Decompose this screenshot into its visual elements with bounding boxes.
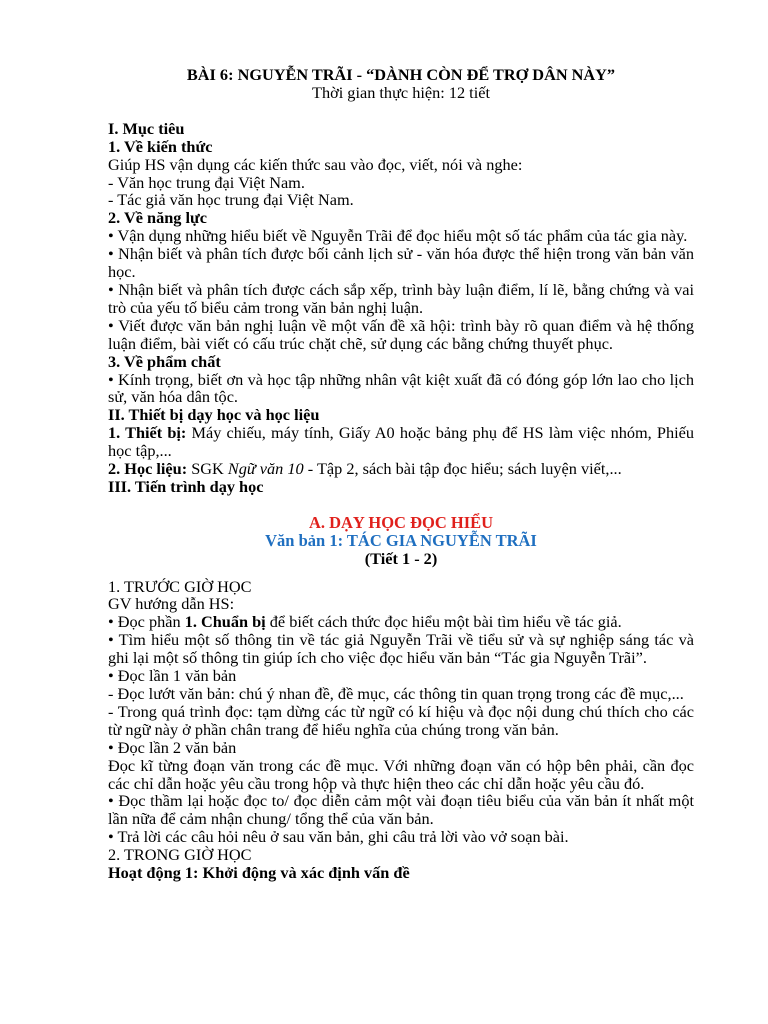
kien-thuc-intro: Giúp HS vận dụng các kiến thức sau vào đọc, viết, nói và nghe: bbox=[108, 154, 523, 174]
doc-phan-bold: 1. Chuẩn bị bbox=[184, 612, 266, 632]
section-a-heading: A. DẠY HỌC ĐỌC HIỂU bbox=[308, 512, 494, 532]
truoc-gio-item: • Đọc lần 2 văn bản bbox=[108, 737, 237, 757]
truoc-gio-item: • Tìm hiểu một số thông tin về tác giả Nguyễn Trãi về tiểu sử và sự nghiệp sáng tác và ghi lại một số thông tin giúp ích cho việc đọc hiểu văn bản “Tác gia Nguyễn Trãi”. bbox=[108, 630, 694, 668]
doc-phan-line bbox=[108, 613, 694, 631]
document-page bbox=[108, 66, 694, 882]
hoc-lieu-pre: SGK bbox=[187, 459, 228, 479]
heading-pham-chat-text: Về phẩm chất bbox=[120, 351, 221, 371]
heading-thiet-bi: II. Thiết bị dạy học và học liệu bbox=[108, 405, 320, 425]
nang-luc-item: • Vận dụng những hiểu biết về Nguyễn Trãi để đọc hiểu một số tác phẩm của tác gia này. bbox=[108, 226, 688, 246]
hoc-lieu-book: Ngữ văn 10 bbox=[227, 459, 304, 479]
nang-luc-item: • Nhận biết và phân tích được bối cảnh lịch sử - văn hóa được thể hiện trong văn bản văn học. bbox=[108, 244, 694, 282]
nang-luc-item: • Viết được văn bản nghị luận về một vấn đề xã hội: trình bày rõ quan điểm và hệ thống luận điểm, bài viết có cấu trúc chặt chẽ, sử dụng các bằng chứng thuyết phục. bbox=[108, 315, 694, 353]
lesson-title: BÀI 6: NGUYỄN TRÃI - “DÀNH CÒN ĐỂ TRỢ DÂN NÀY” bbox=[186, 65, 616, 84]
truoc-gio-item: - Trong quá trình đọc: tạm dừng các từ ngữ có kí hiệu và đọc nội dung chú thích cho các từ ngữ này ở phần chân trang để hiểu nghĩa của chúng trong văn bản. bbox=[108, 701, 694, 739]
doc-phan-post: để biết cách thức đọc hiểu một bài tìm hiểu về tác giả. bbox=[265, 612, 622, 632]
truoc-gio-item: Đọc kĩ từng đoạn văn trong các đề mục. Với những đoạn văn có hộp bên phải, cần đọc các chỉ dẫn hoặc yêu cầu trong hộp và thực hiện theo các chỉ dẫn hoặc yêu cầu đó. bbox=[108, 755, 694, 793]
hoc-lieu-label: 2. Học liệu: bbox=[108, 459, 188, 479]
heading-pham-chat-num: 3. bbox=[108, 351, 121, 371]
truoc-gio-intro: GV hướng dẫn HS: bbox=[108, 594, 235, 614]
hoc-lieu-line bbox=[108, 460, 694, 478]
truoc-gio-item: - Đọc lướt văn bản: chú ý nhan đề, đề mục, các thông tin quan trọng trong các đề mục,... bbox=[108, 684, 684, 703]
doc-phan-pre: • Đọc phần bbox=[108, 612, 185, 632]
text-title: Văn bản 1: TÁC GIA NGUYỄN TRÃI bbox=[265, 530, 537, 550]
lesson-periods: (Tiết 1 - 2) bbox=[364, 548, 438, 568]
activity-heading: Hoạt động 1: Khởi động và xác định vấn đề bbox=[108, 863, 410, 883]
truoc-gio-item: • Đọc thầm lại hoặc đọc to/ đọc diễn cảm một vài đoạn tiêu biểu của văn bản ít nhất một lần nữa để cảm nhận chung/ tổng thể của văn bản. bbox=[108, 791, 694, 829]
kien-thuc-item: - Tác giả văn học trung đại Việt Nam. bbox=[108, 190, 354, 210]
heading-nang-luc: 2. Về năng lực bbox=[108, 208, 208, 228]
kien-thuc-item: - Văn học trung đại Việt Nam. bbox=[108, 172, 305, 192]
heading-trong-gio: 2. TRONG GIỜ HỌC bbox=[108, 845, 252, 865]
pham-chat-item: • Kính trọng, biết ơn và học tập những nhân vật kiệt xuất đã có đóng góp lớn lao cho lịch sử, văn hóa dân tộc. bbox=[108, 369, 694, 407]
heading-truoc-gio: 1. TRƯỚC GIỜ HỌC bbox=[108, 576, 252, 596]
truoc-gio-item: • Trả lời các câu hỏi nêu ở sau văn bản, ghi câu trả lời vào vở soạn bài. bbox=[108, 827, 569, 847]
thiet-bi-text: Máy chiếu, máy tính, Giấy A0 hoặc bảng phụ để HS làm việc nhóm, Phiếu học tập,... bbox=[108, 423, 694, 461]
heading-kien-thuc: 1. Về kiến thức bbox=[108, 136, 213, 156]
thiet-bi-line bbox=[108, 424, 694, 460]
spacer bbox=[108, 102, 694, 120]
lesson-duration: Thời gian thực hiện: 12 tiết bbox=[312, 82, 490, 102]
truoc-gio-item: • Đọc lần 1 văn bản bbox=[108, 666, 237, 686]
heading-muc-tieu: I. Mục tiêu bbox=[108, 118, 185, 138]
heading-pham-chat bbox=[108, 353, 694, 371]
spacer bbox=[108, 496, 694, 514]
heading-tien-trinh: III. Tiến trình dạy học bbox=[108, 476, 264, 496]
hoc-lieu-post: - Tập 2, sách bài tập đọc hiểu; sách luyện viết,... bbox=[303, 459, 622, 479]
nang-luc-item: • Nhận biết và phân tích được cách sắp xếp, trình bày luận điểm, lí lẽ, bằng chứng và vai trò của yếu tố biểu cảm trong văn bản nghị luận. bbox=[108, 279, 694, 317]
thiet-bi-label: 1. Thiết bị: bbox=[108, 423, 187, 443]
